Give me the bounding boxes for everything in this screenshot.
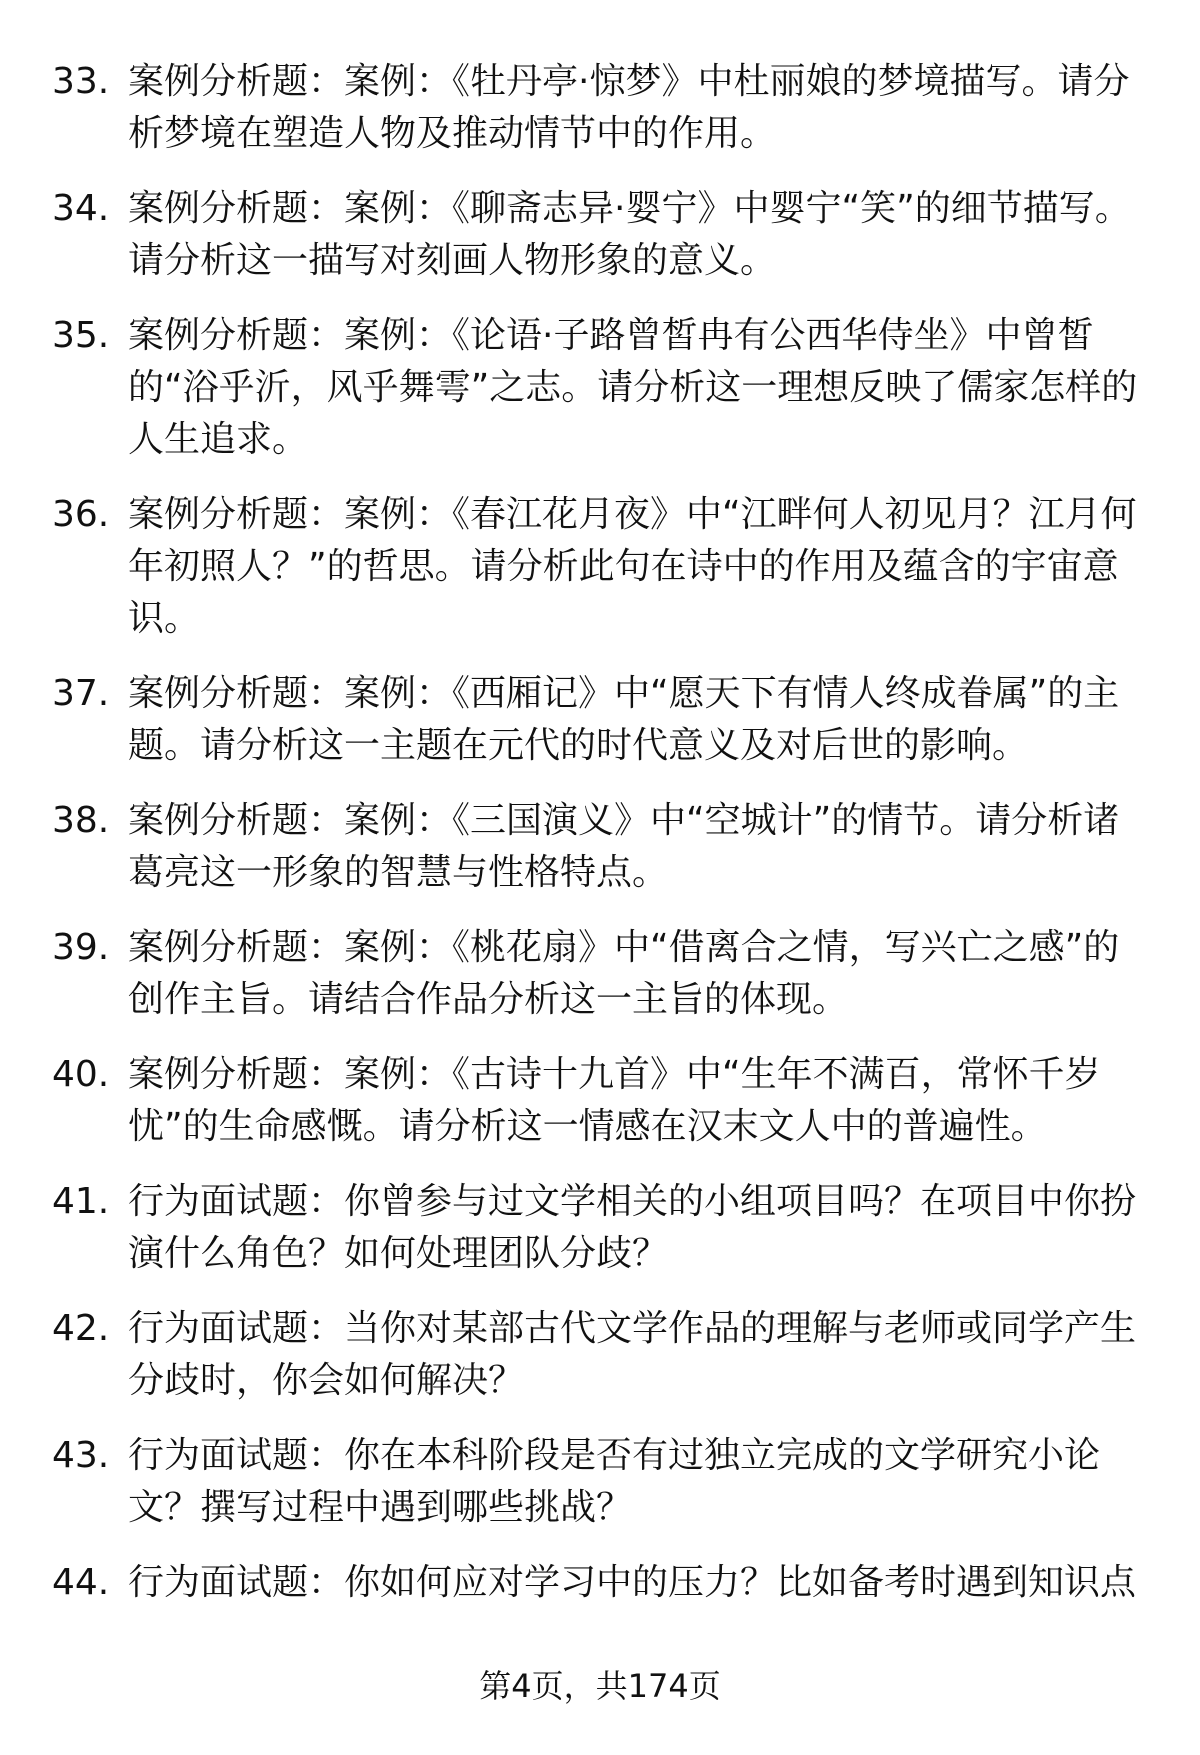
list-item [52, 1430, 1152, 1534]
question-number: 44. [52, 1562, 110, 1603]
question-text: 案例分析题：案例：《桃花扇》中“借离合之情，写兴亡之感”的创作主旨。请结合作品分析这一主旨的体现。 [128, 927, 1120, 1020]
question-text: 案例分析题：案例：《西厢记》中“愿天下有情人终成眷属”的主题。请分析这一主题在元代的时代意义及对后世的影响。 [128, 673, 1120, 766]
question-text: 行为面试题：你如何应对学习中的压力？比如备考时遇到知识点 [128, 1562, 1137, 1603]
question-text: 行为面试题：你曾参与过文学相关的小组项目吗？在项目中你扮演什么角色？如何处理团队分歧？ [128, 1181, 1137, 1274]
question-number: 35. [52, 315, 110, 356]
list-item [52, 1176, 1152, 1280]
list-item [52, 922, 1152, 1026]
question-text: 案例分析题：案例：《三国演义》中“空城计”的情节。请分析诸葛亮这一形象的智慧与性格特点。 [128, 800, 1120, 893]
question-number: 39. [52, 927, 110, 968]
list-item [52, 1049, 1152, 1153]
question-text: 案例分析题：案例：《聊斋志异·婴宁》中婴宁“笑”的细节描写。请分析这一描写对刻画人物形象的意义。 [128, 188, 1131, 281]
question-number: 40. [52, 1054, 110, 1095]
list-item [52, 1557, 1152, 1609]
question-number: 41. [52, 1181, 110, 1222]
question-number: 34. [52, 188, 110, 229]
list-item [52, 1303, 1152, 1407]
list-item [52, 489, 1152, 645]
list-item [52, 310, 1152, 466]
question-number: 37. [52, 673, 110, 714]
list-item [52, 795, 1152, 899]
question-text: 行为面试题：你在本科阶段是否有过独立完成的文学研究小论文？撰写过程中遇到哪些挑战？ [128, 1435, 1101, 1528]
question-number: 43. [52, 1435, 110, 1476]
question-text: 行为面试题：当你对某部古代文学作品的理解与老师或同学产生分歧时，你会如何解决？ [128, 1308, 1137, 1401]
list-item [52, 668, 1152, 772]
question-number: 33. [52, 61, 110, 102]
question-text: 案例分析题：案例：《春江花月夜》中“江畔何人初见月？江月何年初照人？”的哲思。请分析此句在诗中的作用及蕴含的宇宙意识。 [128, 494, 1137, 639]
list-item [52, 56, 1152, 160]
question-list [52, 56, 1152, 1632]
page-footer: 第4页，共174页 [479, 1667, 721, 1705]
question-number: 38. [52, 800, 110, 841]
question-text: 案例分析题：案例：《牡丹亭·惊梦》中杜丽娘的梦境描写。请分析梦境在塑造人物及推动情节中的作用。 [128, 61, 1130, 154]
question-text: 案例分析题：案例：《论语·子路曾皙冉有公西华侍坐》中曾皙的“浴乎沂，风乎舞雩”之志。请分析这一理想反映了儒家怎样的人生追求。 [128, 315, 1138, 460]
question-number: 42. [52, 1308, 110, 1349]
question-text: 案例分析题：案例：《古诗十九首》中“生年不满百，常怀千岁忧”的生命感慨。请分析这一情感在汉末文人中的普遍性。 [128, 1054, 1101, 1147]
list-item [52, 183, 1152, 287]
question-number: 36. [52, 494, 110, 535]
